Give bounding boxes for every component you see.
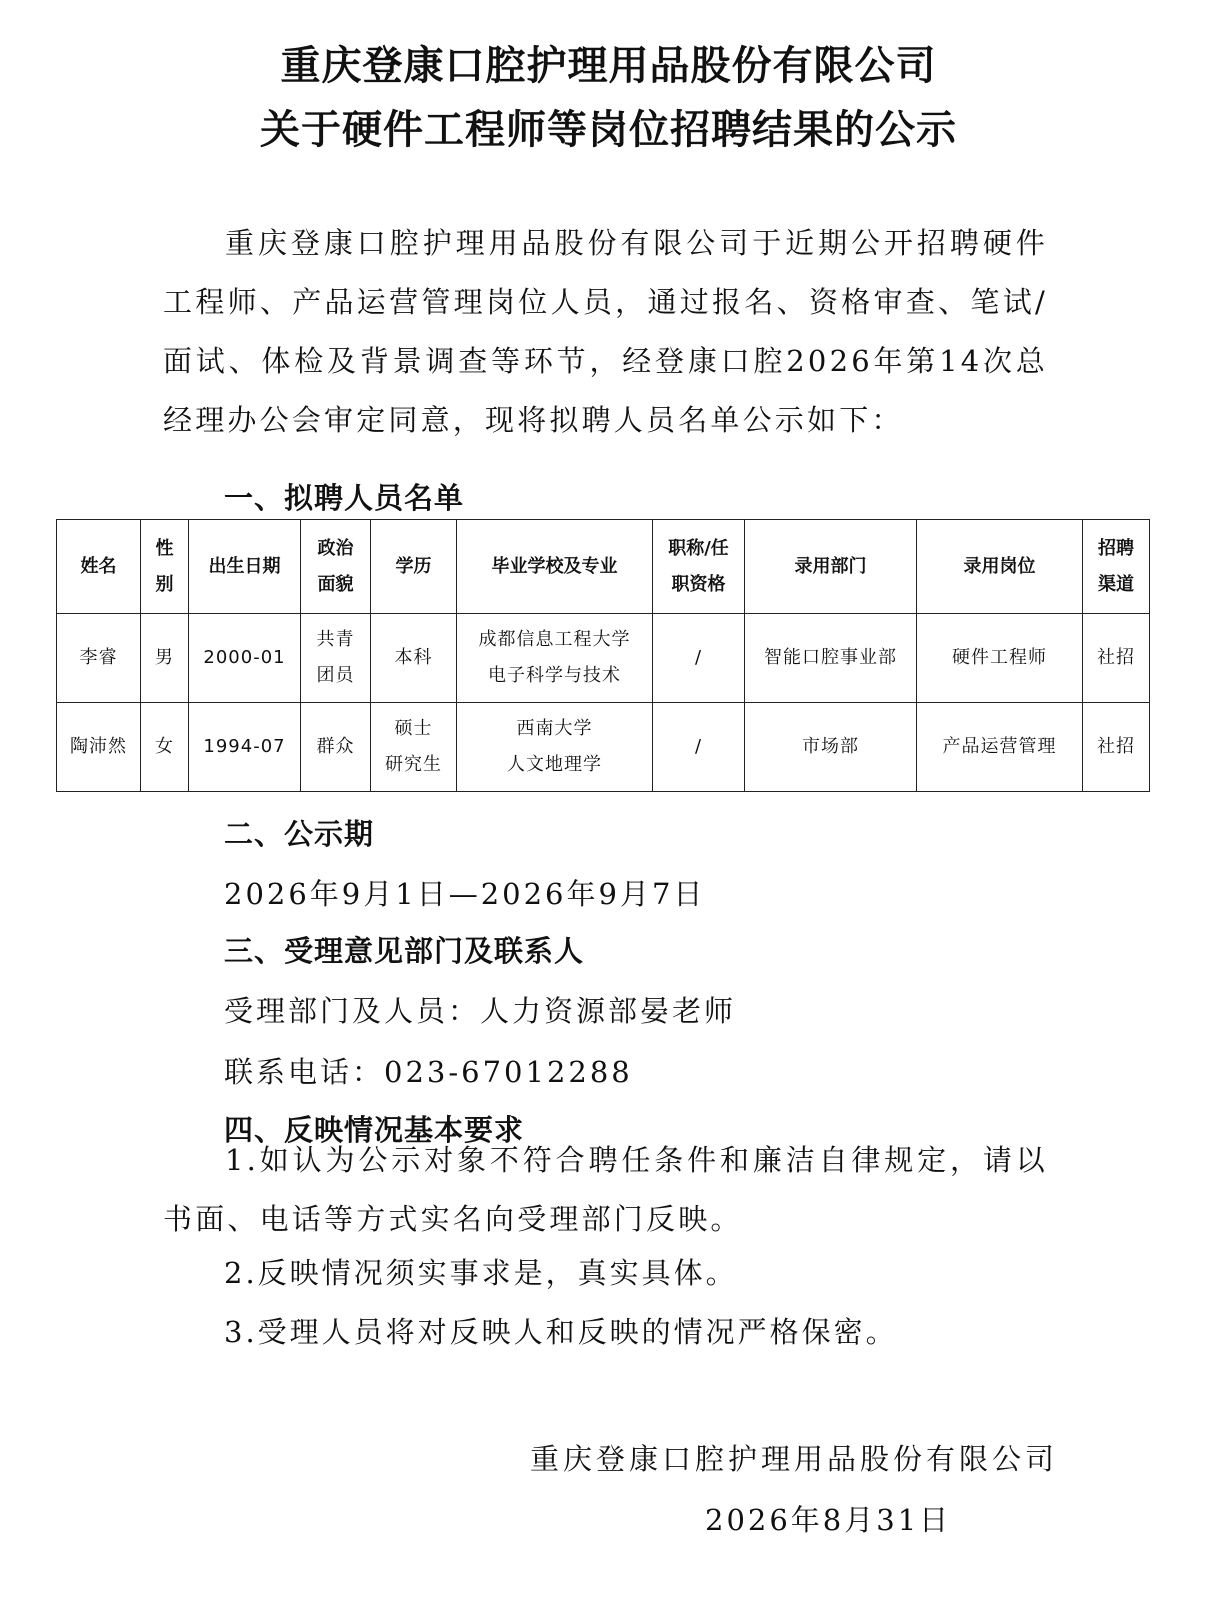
column-header-text: 录用岗位 [963,555,1036,577]
cell-name: 陶沛然 [57,703,141,792]
cell-text: 成都信息工程大学 [478,629,631,650]
column-header-text: 出生日期 [208,555,281,577]
column-header [457,520,653,614]
requirement-item-2: 2.反映情况须实事求是，真实具体。 [224,1256,738,1290]
column-header-text: 学历 [395,555,432,577]
document-title-line1: 重庆登康口腔护理用品股份有限公司 [280,43,937,89]
cell-text: 硕士 [394,718,433,739]
table-row [57,703,1150,792]
column-header-text: 职资格 [671,573,726,595]
column-header [57,520,141,614]
column-header [745,520,917,614]
cell-department: 市场部 [745,703,917,792]
signature-date: 2026年8月31日 [705,1503,952,1537]
cell-text: 团员 [316,665,355,686]
column-header-text: 政治 [317,537,354,559]
cell-text: 人文地理学 [507,754,602,775]
section4-heading: 四、反映情况基本要求 [224,1113,525,1147]
cell-position: 产品运营管理 [917,703,1083,792]
table-header-row [57,520,1150,614]
cell-name: 李睿 [57,614,141,703]
column-header-text: 别 [155,573,174,595]
cell-political [301,614,371,703]
cell-political [301,703,371,792]
cell-text: 西南大学 [516,718,593,739]
cell-text: 共青 [316,629,355,650]
cell-department: 智能口腔事业部 [745,614,917,703]
column-header [917,520,1083,614]
column-header-text: 职称/任 [668,537,729,559]
column-header-text: 招聘 [1098,537,1134,559]
candidate-table [56,519,1150,792]
intro-paragraph: 重庆登康口腔护理用品股份有限公司于近期公开招聘硬件工程师、产品运营管理岗位人员，通过报名、资格审查、笔试/面试、体检及背景调查等环节，经登康口腔2026年第14次总经理办公会审定同意，现将拟聘人员名单公示如下： [163,226,1048,437]
publicity-period: 2026年9月1日—2026年9月7日 [224,877,706,911]
contact-department: 受理部门及人员：人力资源部晏老师 [224,994,737,1028]
column-header-text: 姓名 [80,555,117,577]
cell-text: 研究生 [385,754,442,775]
column-header-text: 面貌 [317,573,354,595]
cell-education [371,703,457,792]
cell-text: 本科 [394,647,433,668]
document-title-line2: 关于硬件工程师等岗位招聘结果的公示 [260,107,957,153]
cell-education [371,614,457,703]
contact-phone: 联系电话：023-67012288 [224,1055,633,1089]
signature-organization: 重庆登康口腔护理用品股份有限公司 [530,1442,1059,1476]
column-header-text: 录用部门 [794,555,867,577]
column-header [1083,520,1150,614]
section1-heading: 一、拟聘人员名单 [224,481,465,515]
table-row [57,614,1150,703]
section3-heading: 三、受理意见部门及联系人 [224,934,585,968]
column-header [189,520,301,614]
cell-title: / [653,614,745,703]
cell-title: / [653,703,745,792]
column-header [141,520,189,614]
column-header [653,520,745,614]
cell-channel: 社招 [1083,703,1150,792]
requirement-item-1: 1.如认为公示对象不符合聘任条件和廉洁自律规定，请以书面、电话等方式实名向受理部门反映。 [163,1143,1048,1236]
cell-school-major [457,614,653,703]
cell-gender: 男 [141,614,189,703]
column-header-text: 性 [155,537,174,559]
column-header [371,520,457,614]
cell-school-major [457,703,653,792]
cell-position: 硬件工程师 [917,614,1083,703]
cell-text: 群众 [316,736,355,757]
cell-text: 电子科学与技术 [488,665,621,686]
column-header [301,520,371,614]
column-header-text: 渠道 [1098,573,1134,595]
cell-channel: 社招 [1083,614,1150,703]
column-header-text: 毕业学校及专业 [491,555,618,577]
section2-heading: 二、公示期 [224,817,375,851]
cell-birth: 1994-07 [189,703,301,792]
cell-birth: 2000-01 [189,614,301,703]
requirement-item-3: 3.受理人员将对反映人和反映的情况严格保密。 [224,1315,898,1349]
cell-gender: 女 [141,703,189,792]
